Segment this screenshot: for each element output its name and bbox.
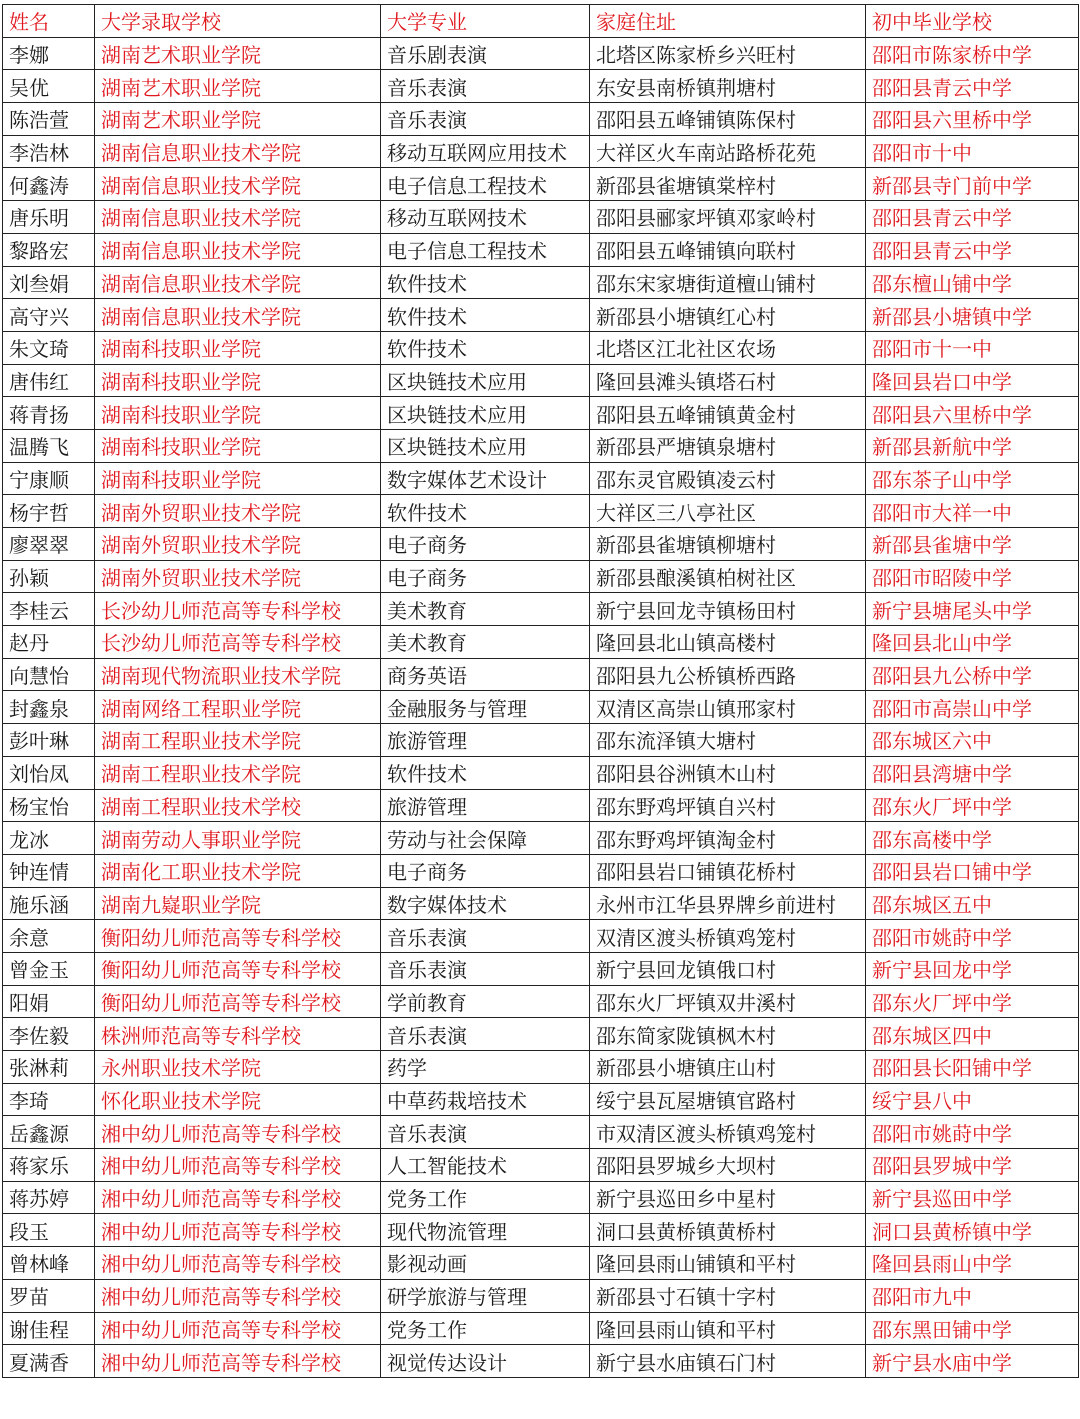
cell-address: 北塔区陈家桥乡兴旺村 bbox=[590, 37, 866, 70]
cell-middle-school: 新宁县回龙中学 bbox=[866, 952, 1079, 985]
cell-college: 衡阳幼儿师范高等专科学校 bbox=[95, 985, 381, 1018]
table-row bbox=[3, 789, 1079, 822]
cell-college: 永州职业技术学院 bbox=[95, 1051, 381, 1084]
table-row bbox=[3, 1214, 1079, 1247]
cell-major: 软件技术 bbox=[381, 495, 590, 528]
cell-name: 廖翠翠 bbox=[3, 528, 95, 561]
cell-college: 湘中幼儿师范高等专科学校 bbox=[95, 1247, 381, 1280]
table-row bbox=[3, 756, 1079, 789]
cell-name: 岳鑫源 bbox=[3, 1116, 95, 1149]
cell-college: 湖南艺术职业学院 bbox=[95, 103, 381, 136]
cell-address: 邵阳县九公桥镇桥西路 bbox=[590, 658, 866, 691]
cell-college: 株洲师范高等专科学校 bbox=[95, 1018, 381, 1051]
header-address: 家庭住址 bbox=[590, 5, 866, 38]
cell-major: 劳动与社会保障 bbox=[381, 822, 590, 855]
cell-address: 新邵县寸石镇十字村 bbox=[590, 1279, 866, 1312]
cell-major: 电子信息工程技术 bbox=[381, 233, 590, 266]
table-row bbox=[3, 1181, 1079, 1214]
cell-major: 音乐表演 bbox=[381, 1018, 590, 1051]
table-row bbox=[3, 1116, 1079, 1149]
cell-college: 湘中幼儿师范高等专科学校 bbox=[95, 1279, 381, 1312]
cell-college: 湖南信息职业技术学院 bbox=[95, 299, 381, 332]
cell-name: 吴优 bbox=[3, 70, 95, 103]
cell-middle-school: 邵阳市十一中 bbox=[866, 331, 1079, 364]
cell-middle-school: 邵东高楼中学 bbox=[866, 822, 1079, 855]
table-row bbox=[3, 1083, 1079, 1116]
cell-major: 党务工作 bbox=[381, 1312, 590, 1345]
cell-college: 湘中幼儿师范高等专科学校 bbox=[95, 1116, 381, 1149]
cell-major: 数字媒体技术 bbox=[381, 887, 590, 920]
cell-middle-school: 新邵县小塘镇中学 bbox=[866, 299, 1079, 332]
table-row bbox=[3, 1345, 1079, 1378]
cell-major: 音乐表演 bbox=[381, 952, 590, 985]
cell-college: 长沙幼儿师范高等专科学校 bbox=[95, 626, 381, 659]
table-row bbox=[3, 331, 1079, 364]
table-row bbox=[3, 626, 1079, 659]
cell-major: 人工智能技术 bbox=[381, 1149, 590, 1182]
cell-address: 新宁县回龙镇俄口村 bbox=[590, 952, 866, 985]
cell-address: 市双清区渡头桥镇鸡笼村 bbox=[590, 1116, 866, 1149]
cell-college: 湖南工程职业技术学院 bbox=[95, 756, 381, 789]
cell-name: 向慧怡 bbox=[3, 658, 95, 691]
cell-major: 金融服务与管理 bbox=[381, 691, 590, 724]
cell-middle-school: 邵阳县九公桥中学 bbox=[866, 658, 1079, 691]
cell-middle-school: 邵阳县长阳铺中学 bbox=[866, 1051, 1079, 1084]
cell-name: 唐伟红 bbox=[3, 364, 95, 397]
cell-college: 湖南科技职业学院 bbox=[95, 364, 381, 397]
cell-middle-school: 新宁县巡田中学 bbox=[866, 1181, 1079, 1214]
cell-name: 李琦 bbox=[3, 1083, 95, 1116]
cell-college: 湖南信息职业技术学院 bbox=[95, 168, 381, 201]
cell-address: 邵阳县五峰铺镇黄金村 bbox=[590, 397, 866, 430]
cell-name: 赵丹 bbox=[3, 626, 95, 659]
table-row bbox=[3, 1018, 1079, 1051]
cell-college: 湘中幼儿师范高等专科学校 bbox=[95, 1214, 381, 1247]
table-row bbox=[3, 266, 1079, 299]
cell-address: 邵阳县谷洲镇木山村 bbox=[590, 756, 866, 789]
cell-address: 邵东灵官殿镇凌云村 bbox=[590, 462, 866, 495]
cell-college: 湖南外贸职业技术学院 bbox=[95, 528, 381, 561]
cell-college: 湘中幼儿师范高等专科学校 bbox=[95, 1181, 381, 1214]
cell-college: 湖南信息职业技术学院 bbox=[95, 266, 381, 299]
table-row bbox=[3, 920, 1079, 953]
cell-name: 罗苗 bbox=[3, 1279, 95, 1312]
cell-address: 邵东野鸡坪镇淘金村 bbox=[590, 822, 866, 855]
cell-middle-school: 隆回县岩口中学 bbox=[866, 364, 1079, 397]
cell-middle-school: 邵阳市九中 bbox=[866, 1279, 1079, 1312]
cell-major: 电子信息工程技术 bbox=[381, 168, 590, 201]
cell-name: 李佐毅 bbox=[3, 1018, 95, 1051]
table-row bbox=[3, 822, 1079, 855]
cell-major: 旅游管理 bbox=[381, 724, 590, 757]
cell-name: 张淋莉 bbox=[3, 1051, 95, 1084]
table-row bbox=[3, 299, 1079, 332]
table-row bbox=[3, 1247, 1079, 1280]
cell-middle-school: 邵阳市陈家桥中学 bbox=[866, 37, 1079, 70]
cell-college: 湖南科技职业学院 bbox=[95, 331, 381, 364]
cell-college: 湖南信息职业技术学院 bbox=[95, 135, 381, 168]
cell-name: 唐乐明 bbox=[3, 201, 95, 234]
cell-address: 邵东宋家塘街道檀山铺村 bbox=[590, 266, 866, 299]
cell-address: 隆回县滩头镇塔石村 bbox=[590, 364, 866, 397]
cell-major: 软件技术 bbox=[381, 756, 590, 789]
cell-middle-school: 邵东檀山铺中学 bbox=[866, 266, 1079, 299]
cell-middle-school: 邵阳市十中 bbox=[866, 135, 1079, 168]
cell-middle-school: 邵东城区四中 bbox=[866, 1018, 1079, 1051]
cell-name: 孙颖 bbox=[3, 560, 95, 593]
cell-address: 永州市江华县界牌乡前进村 bbox=[590, 887, 866, 920]
cell-name: 宁康顺 bbox=[3, 462, 95, 495]
header-name: 姓名 bbox=[3, 5, 95, 38]
cell-middle-school: 邵阳市大祥一中 bbox=[866, 495, 1079, 528]
cell-middle-school: 邵阳县湾塘中学 bbox=[866, 756, 1079, 789]
cell-name: 阳娟 bbox=[3, 985, 95, 1018]
cell-address: 北塔区江北社区农场 bbox=[590, 331, 866, 364]
cell-address: 邵东野鸡坪镇自兴村 bbox=[590, 789, 866, 822]
cell-name: 李娜 bbox=[3, 37, 95, 70]
cell-major: 区块链技术应用 bbox=[381, 364, 590, 397]
cell-college: 湘中幼儿师范高等专科学校 bbox=[95, 1149, 381, 1182]
cell-college: 湖南科技职业学院 bbox=[95, 429, 381, 462]
header-major: 大学专业 bbox=[381, 5, 590, 38]
cell-name: 龙冰 bbox=[3, 822, 95, 855]
table-row bbox=[3, 429, 1079, 462]
cell-major: 音乐剧表演 bbox=[381, 37, 590, 70]
cell-address: 隆回县北山镇高楼村 bbox=[590, 626, 866, 659]
table-row bbox=[3, 70, 1079, 103]
cell-middle-school: 邵阳市姚莳中学 bbox=[866, 920, 1079, 953]
cell-major: 软件技术 bbox=[381, 331, 590, 364]
cell-major: 美术教育 bbox=[381, 593, 590, 626]
table-row bbox=[3, 887, 1079, 920]
table-row bbox=[3, 103, 1079, 136]
header-college: 大学录取学校 bbox=[95, 5, 381, 38]
cell-middle-school: 邵东茶子山中学 bbox=[866, 462, 1079, 495]
cell-college: 长沙幼儿师范高等专科学校 bbox=[95, 593, 381, 626]
header-middle-school: 初中毕业学校 bbox=[866, 5, 1079, 38]
cell-address: 新邵县雀塘镇柳塘村 bbox=[590, 528, 866, 561]
cell-address: 新邵县小塘镇庄山村 bbox=[590, 1051, 866, 1084]
cell-college: 湖南艺术职业学院 bbox=[95, 70, 381, 103]
cell-name: 夏满香 bbox=[3, 1345, 95, 1378]
cell-college: 湖南外贸职业技术学院 bbox=[95, 495, 381, 528]
cell-name: 谢佳程 bbox=[3, 1312, 95, 1345]
cell-name: 段玉 bbox=[3, 1214, 95, 1247]
cell-middle-school: 洞口县黄桥镇中学 bbox=[866, 1214, 1079, 1247]
table-row bbox=[3, 1279, 1079, 1312]
cell-address: 大祥区三八亭社区 bbox=[590, 495, 866, 528]
cell-major: 软件技术 bbox=[381, 266, 590, 299]
cell-middle-school: 邵东城区五中 bbox=[866, 887, 1079, 920]
cell-middle-school: 隆回县雨山中学 bbox=[866, 1247, 1079, 1280]
cell-middle-school: 邵阳县青云中学 bbox=[866, 70, 1079, 103]
cell-address: 大祥区火车南站路桥花苑 bbox=[590, 135, 866, 168]
cell-college: 湘中幼儿师范高等专科学校 bbox=[95, 1345, 381, 1378]
table-row bbox=[3, 201, 1079, 234]
cell-major: 移动互联网技术 bbox=[381, 201, 590, 234]
cell-major: 电子商务 bbox=[381, 560, 590, 593]
cell-middle-school: 绥宁县八中 bbox=[866, 1083, 1079, 1116]
table-row bbox=[3, 658, 1079, 691]
admissions-table-container bbox=[0, 4, 1080, 1378]
cell-college: 湖南网络工程职业学院 bbox=[95, 691, 381, 724]
table-row bbox=[3, 1149, 1079, 1182]
cell-college: 湖南科技职业学院 bbox=[95, 462, 381, 495]
cell-name: 刘怡凤 bbox=[3, 756, 95, 789]
cell-middle-school: 新邵县新航中学 bbox=[866, 429, 1079, 462]
table-row bbox=[3, 985, 1079, 1018]
cell-name: 温腾飞 bbox=[3, 429, 95, 462]
cell-college: 湖南外贸职业技术学院 bbox=[95, 560, 381, 593]
cell-address: 新邵县小塘镇红心村 bbox=[590, 299, 866, 332]
table-body bbox=[3, 37, 1079, 1377]
cell-name: 彭叶琳 bbox=[3, 724, 95, 757]
table-row bbox=[3, 364, 1079, 397]
cell-middle-school: 邵东黑田铺中学 bbox=[866, 1312, 1079, 1345]
cell-college: 湖南工程职业技术学校 bbox=[95, 789, 381, 822]
cell-middle-school: 新宁县水庙中学 bbox=[866, 1345, 1079, 1378]
cell-middle-school: 邵阳县六里桥中学 bbox=[866, 103, 1079, 136]
cell-college: 湖南信息职业技术学院 bbox=[95, 201, 381, 234]
table-row bbox=[3, 233, 1079, 266]
cell-address: 双清区渡头桥镇鸡笼村 bbox=[590, 920, 866, 953]
cell-address: 邵东火厂坪镇双井溪村 bbox=[590, 985, 866, 1018]
cell-major: 音乐表演 bbox=[381, 70, 590, 103]
cell-middle-school: 新宁县塘尾头中学 bbox=[866, 593, 1079, 626]
cell-address: 邵阳县五峰铺镇向联村 bbox=[590, 233, 866, 266]
cell-address: 新邵县雀塘镇棠梓村 bbox=[590, 168, 866, 201]
cell-name: 高守兴 bbox=[3, 299, 95, 332]
cell-college: 湖南现代物流职业技术学院 bbox=[95, 658, 381, 691]
cell-name: 何鑫涛 bbox=[3, 168, 95, 201]
table-row bbox=[3, 952, 1079, 985]
cell-major: 党务工作 bbox=[381, 1181, 590, 1214]
cell-address: 洞口县黄桥镇黄桥村 bbox=[590, 1214, 866, 1247]
cell-college: 湖南工程职业技术学院 bbox=[95, 724, 381, 757]
cell-major: 移动互联网应用技术 bbox=[381, 135, 590, 168]
cell-college: 湖南化工职业技术学院 bbox=[95, 854, 381, 887]
cell-address: 双清区高崇山镇邢家村 bbox=[590, 691, 866, 724]
table-row bbox=[3, 724, 1079, 757]
table-row bbox=[3, 691, 1079, 724]
cell-major: 数字媒体艺术设计 bbox=[381, 462, 590, 495]
cell-address: 邵阳县罗城乡大坝村 bbox=[590, 1149, 866, 1182]
cell-college: 湖南艺术职业学院 bbox=[95, 37, 381, 70]
cell-name: 陈浩萱 bbox=[3, 103, 95, 136]
cell-major: 音乐表演 bbox=[381, 1116, 590, 1149]
cell-middle-school: 邵阳县青云中学 bbox=[866, 201, 1079, 234]
cell-major: 电子商务 bbox=[381, 528, 590, 561]
table-row bbox=[3, 462, 1079, 495]
cell-major: 软件技术 bbox=[381, 299, 590, 332]
cell-name: 李浩林 bbox=[3, 135, 95, 168]
cell-college: 湘中幼儿师范高等专科学校 bbox=[95, 1312, 381, 1345]
table-row bbox=[3, 1312, 1079, 1345]
cell-address: 隆回县雨山铺镇和平村 bbox=[590, 1247, 866, 1280]
cell-name: 杨宝怡 bbox=[3, 789, 95, 822]
cell-college: 湖南信息职业技术学院 bbox=[95, 233, 381, 266]
cell-major: 区块链技术应用 bbox=[381, 397, 590, 430]
cell-middle-school: 邵阳市姚莳中学 bbox=[866, 1116, 1079, 1149]
cell-address: 邵阳县郦家坪镇邓家岭村 bbox=[590, 201, 866, 234]
cell-college: 衡阳幼儿师范高等专科学校 bbox=[95, 920, 381, 953]
table-row bbox=[3, 168, 1079, 201]
cell-name: 黎路宏 bbox=[3, 233, 95, 266]
cell-name: 朱文琦 bbox=[3, 331, 95, 364]
cell-middle-school: 邵东火厂坪中学 bbox=[866, 985, 1079, 1018]
cell-name: 施乐涵 bbox=[3, 887, 95, 920]
cell-name: 余意 bbox=[3, 920, 95, 953]
cell-name: 李桂云 bbox=[3, 593, 95, 626]
table-row bbox=[3, 397, 1079, 430]
table-row bbox=[3, 528, 1079, 561]
cell-major: 商务英语 bbox=[381, 658, 590, 691]
cell-major: 研学旅游与管理 bbox=[381, 1279, 590, 1312]
cell-middle-school: 隆回县北山中学 bbox=[866, 626, 1079, 659]
cell-address: 新邵县严塘镇泉塘村 bbox=[590, 429, 866, 462]
cell-major: 美术教育 bbox=[381, 626, 590, 659]
table-header-row bbox=[3, 5, 1079, 38]
cell-college: 湖南科技职业学院 bbox=[95, 397, 381, 430]
cell-middle-school: 新邵县雀塘中学 bbox=[866, 528, 1079, 561]
cell-address: 新宁县水庙镇石门村 bbox=[590, 1345, 866, 1378]
table-row bbox=[3, 135, 1079, 168]
admissions-table bbox=[2, 4, 1079, 1378]
cell-college: 衡阳幼儿师范高等专科学校 bbox=[95, 952, 381, 985]
cell-middle-school: 邵阳县岩口铺中学 bbox=[866, 854, 1079, 887]
cell-address: 东安县南桥镇荆塘村 bbox=[590, 70, 866, 103]
cell-address: 新宁县巡田乡中星村 bbox=[590, 1181, 866, 1214]
cell-name: 钟连情 bbox=[3, 854, 95, 887]
table-row bbox=[3, 37, 1079, 70]
cell-middle-school: 新邵县寺门前中学 bbox=[866, 168, 1079, 201]
cell-major: 影视动画 bbox=[381, 1247, 590, 1280]
table-row bbox=[3, 495, 1079, 528]
cell-college: 湖南九嶷职业学院 bbox=[95, 887, 381, 920]
cell-middle-school: 邵阳市昭陵中学 bbox=[866, 560, 1079, 593]
cell-address: 邵东流泽镇大塘村 bbox=[590, 724, 866, 757]
cell-address: 隆回县雨山镇和平村 bbox=[590, 1312, 866, 1345]
cell-major: 音乐表演 bbox=[381, 920, 590, 953]
cell-middle-school: 邵阳县青云中学 bbox=[866, 233, 1079, 266]
table-row bbox=[3, 854, 1079, 887]
cell-middle-school: 邵东城区六中 bbox=[866, 724, 1079, 757]
cell-major: 区块链技术应用 bbox=[381, 429, 590, 462]
cell-address: 绥宁县瓦屋塘镇官路村 bbox=[590, 1083, 866, 1116]
cell-college: 怀化职业技术学院 bbox=[95, 1083, 381, 1116]
table-row bbox=[3, 1051, 1079, 1084]
cell-address: 新邵县酿溪镇柏树社区 bbox=[590, 560, 866, 593]
cell-name: 蒋青扬 bbox=[3, 397, 95, 430]
cell-middle-school: 邵东火厂坪中学 bbox=[866, 789, 1079, 822]
cell-major: 药学 bbox=[381, 1051, 590, 1084]
cell-middle-school: 邵阳县六里桥中学 bbox=[866, 397, 1079, 430]
table-row bbox=[3, 593, 1079, 626]
cell-name: 封鑫泉 bbox=[3, 691, 95, 724]
cell-major: 中草药栽培技术 bbox=[381, 1083, 590, 1116]
cell-name: 蒋苏婷 bbox=[3, 1181, 95, 1214]
cell-major: 现代物流管理 bbox=[381, 1214, 590, 1247]
cell-address: 邵阳县岩口铺镇花桥村 bbox=[590, 854, 866, 887]
cell-address: 邵阳县五峰铺镇陈保村 bbox=[590, 103, 866, 136]
cell-address: 邵东简家陇镇枫木村 bbox=[590, 1018, 866, 1051]
cell-name: 蒋家乐 bbox=[3, 1149, 95, 1182]
cell-major: 视觉传达设计 bbox=[381, 1345, 590, 1378]
cell-address: 新宁县回龙寺镇杨田村 bbox=[590, 593, 866, 626]
cell-major: 音乐表演 bbox=[381, 103, 590, 136]
cell-middle-school: 邵阳市高崇山中学 bbox=[866, 691, 1079, 724]
table-row bbox=[3, 560, 1079, 593]
cell-major: 旅游管理 bbox=[381, 789, 590, 822]
cell-name: 刘叁娟 bbox=[3, 266, 95, 299]
cell-name: 曾金玉 bbox=[3, 952, 95, 985]
cell-middle-school: 邵阳县罗城中学 bbox=[866, 1149, 1079, 1182]
cell-name: 杨宇哲 bbox=[3, 495, 95, 528]
cell-major: 学前教育 bbox=[381, 985, 590, 1018]
cell-college: 湖南劳动人事职业学院 bbox=[95, 822, 381, 855]
cell-name: 曾林峰 bbox=[3, 1247, 95, 1280]
cell-major: 电子商务 bbox=[381, 854, 590, 887]
